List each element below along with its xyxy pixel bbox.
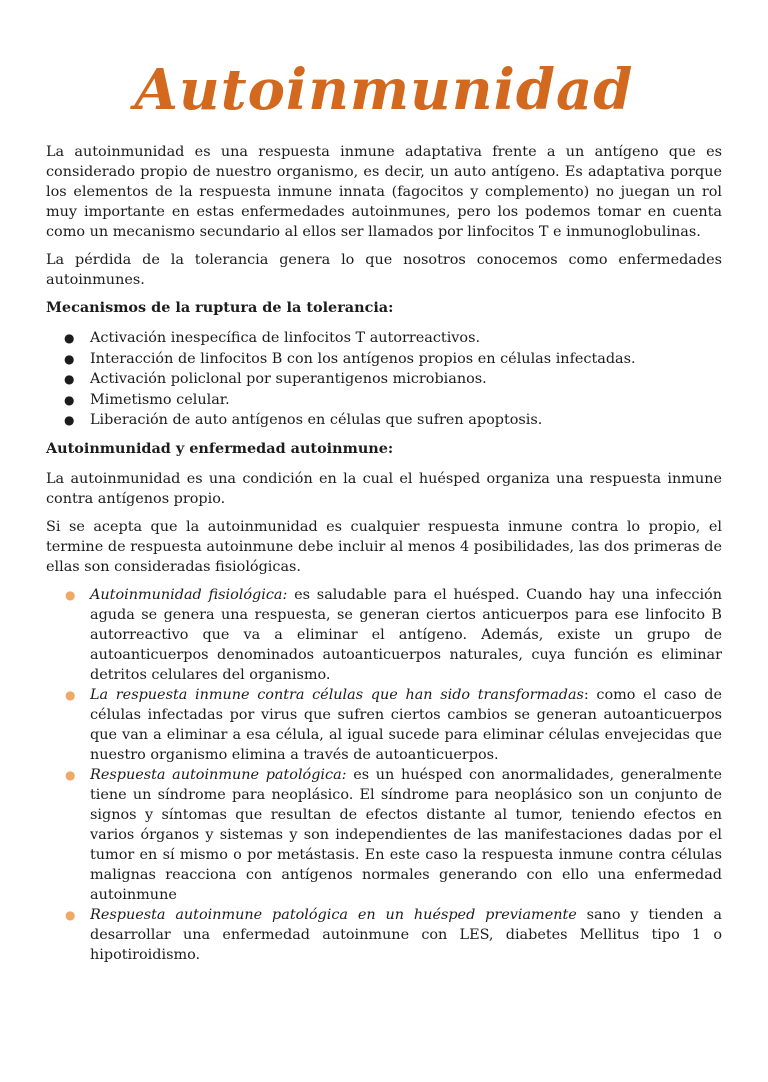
list-item: ● Liberación de auto antígenos en células que sufren apoptosis. xyxy=(90,410,722,431)
disease-heading: Autoinmunidad y enfermedad autoinmune: xyxy=(46,439,394,457)
bullet-icon: ● xyxy=(64,392,75,407)
bullet-icon: ● xyxy=(65,767,76,782)
bullet-icon: ● xyxy=(65,587,76,602)
intro-paragraph: La autoinmunidad es una respuesta inmune adaptativa frente a un antígeno que es considerado propio de nuestro organismo, es decir, un auto antígeno. Es adaptativa porque los elementos de la respuesta inmune innata (fagocitos y complemento) no juegan un rol muy importante en estas enfermedades autoinmunes, pero los podemos tomar en cuenta como un mecanismo secundario al ellos ser llamados por linfocitos T e inmunoglobulinas. xyxy=(46,144,722,240)
bullet-icon: ● xyxy=(64,331,75,345)
document-page xyxy=(0,58,768,1082)
bullet-icon: ● xyxy=(65,687,76,702)
bullet-icon: ● xyxy=(64,413,75,427)
tolerance-paragraph: La pérdida de la tolerancia genera lo que nosotros conocemos como enfermedades autoinmunes. xyxy=(46,252,722,288)
list-item: ● Activación inespecífica de linfocitos T autorreactivos. xyxy=(90,328,722,349)
list-item xyxy=(65,585,722,685)
possibility-text: sano y tienden a desarrollar una enfermedad autoinmune con LES, diabetes Mellitus tipo 1 o hipotiroidismo. xyxy=(90,906,722,963)
possibility-term: Respuesta autoinmune patológica en un huésped previamente xyxy=(90,906,577,923)
mechanisms-heading: Mecanismos de la ruptura de la tolerancia: xyxy=(46,299,394,316)
possibility-term: Respuesta autoinmune patológica: xyxy=(90,766,347,783)
possibility-term: La respuesta inmune contra células que han sido transformadas xyxy=(90,686,584,703)
bullet-icon: ● xyxy=(64,372,75,386)
possibility-text: es un huésped con anormalidades, generalmente tiene un síndrome para neoplásico. El síndrome para neoplásico son un conjunto de signos y síntomas que resultan de efectos distante al tumor, teniendo efectos en varios órganos y sistemas y son independientes de las manifestaciones dadas por el tumor en sí mismo o por metástasis. En este caso la respuesta inmune contra células malignas reacciona con antígenos normales generando con ello una enfermedad autoinmune xyxy=(90,766,722,903)
mechanisms-list xyxy=(46,328,722,431)
list-item xyxy=(65,905,722,965)
disease-paragraph-1: La autoinmunidad es una condición en la cual el huésped organiza una respuesta inmune contra antígenos propio. xyxy=(46,470,722,507)
page-title: Autoinmunidad xyxy=(134,57,634,123)
list-item: ● Mimetismo celular. xyxy=(90,390,722,411)
bullet-icon: ● xyxy=(65,907,76,922)
list-item xyxy=(65,685,722,765)
list-item: ● Interacción de linfocitos B con los antígenos propios en células infectadas. xyxy=(90,349,722,370)
list-item xyxy=(65,765,722,905)
possibility-text: es saludable para el huésped. Cuando hay una infección aguda se genera una respuesta, se generan ciertos anticuerpos para ese linfocito B autorreactivo que va a eliminar el antígeno. Además, existe un grupo de autoanticuerpos denominados autoanticuerpos naturales, cuya función es eliminar detritos celulares del organismo. xyxy=(90,586,722,683)
possibility-term: Autoinmunidad fisiológica: xyxy=(90,586,288,603)
disease-paragraph-2: Si se acepta que la autoinmunidad es cualquier respuesta inmune contra lo propio, el termine de respuesta autoinmune debe incluir al menos 4 posibilidades, las dos primeras de ellas son consideradas fisiológicas. xyxy=(46,518,722,575)
possibilities-list xyxy=(46,585,722,965)
list-item: ● Activación policlonal por superantigenos microbianos. xyxy=(90,369,722,390)
bullet-icon: ● xyxy=(64,351,75,366)
possibility-text: : como el caso de células infectadas por virus que sufren ciertos cambios se generan autoanticuerpos que van a eliminar a esa célula, al igual sucede para eliminar células envejecidas que nuestro organismo elimina a través de autoanticuerpos. xyxy=(90,686,722,763)
